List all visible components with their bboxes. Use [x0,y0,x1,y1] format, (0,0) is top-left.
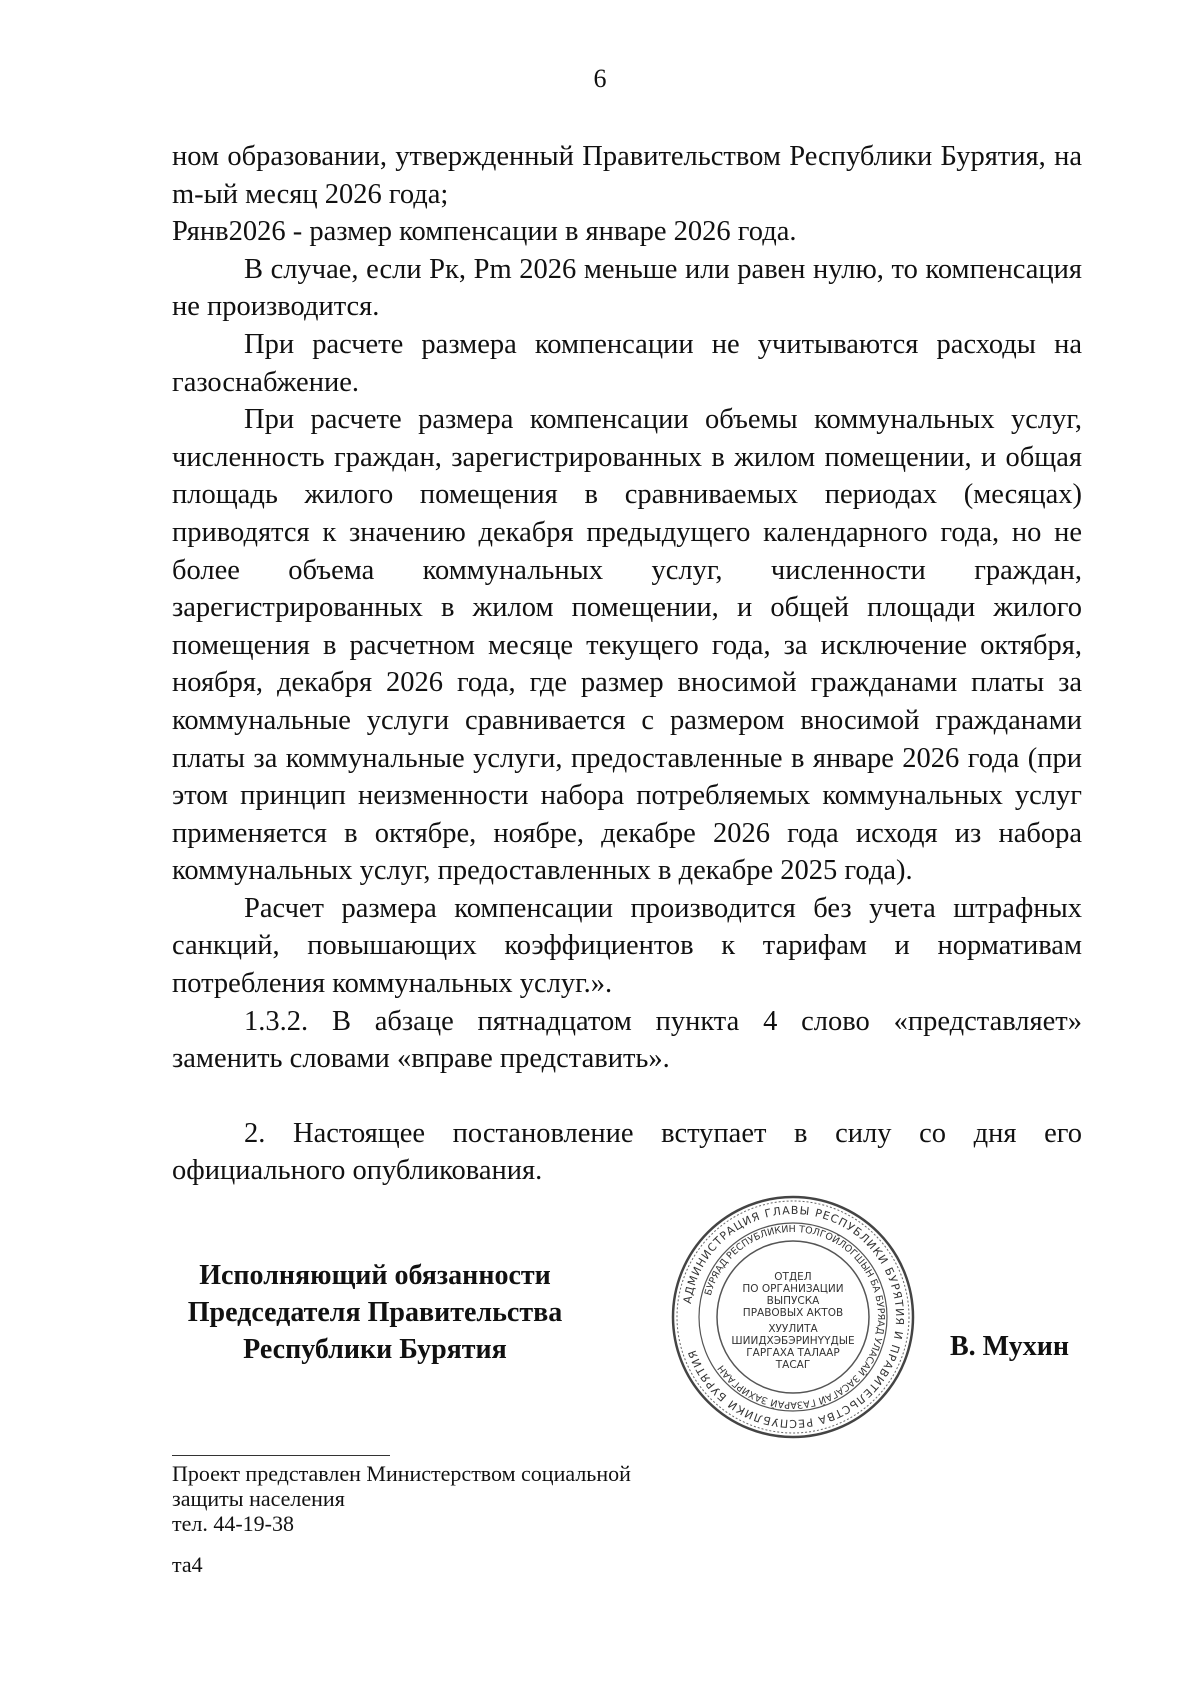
seal-outer-text: АДМИНИСТРАЦИЯ ГЛАВЫ РЕСПУБЛИКИ БУРЯТИЯ И ПРАВИТЕЛЬСТВА РЕСПУБЛИКИ БУРЯТИЯ [680,1203,907,1431]
seal-center-line: ШИИДХЭБЭРИНҮҮДЫЕ [731,1335,855,1347]
paragraph: ном образовании, утвержденный Правительством Республики Бурятия, на m-ый месяц 2026 года; [172,141,1082,210]
footnote-line: защиты населения [172,1486,345,1511]
seal-center-line: ТАСАГ [775,1359,811,1371]
seal-center-line: ХУУЛИТА [768,1323,818,1335]
seal-center-line: ПРАВОВЫХ АКТОВ [742,1307,844,1319]
paragraph: Расчет размера компенсации производится без учета штрафных санкций, повышающих коэффициентов к тарифам и нормативам потребления коммунальных услуг.». [172,892,1082,1000]
paragraph: 1.3.2. В абзаце пятнадцатом пункта 4 слово «представляет» заменить словами «вправе представить». [172,1005,1082,1075]
signatory-title-line: Республики Бурятия [243,1334,507,1365]
official-seal [668,1192,918,1442]
signatory-title-line: Председателя Правительства [187,1297,563,1328]
footnote-line: Проект представлен Министерством социальной [172,1461,631,1486]
signatory-name: В. Мухин [950,1331,1069,1362]
paragraph: В случае, если Рк, Рm 2026 меньше или равен нулю, то компенсация не производится. [172,253,1082,323]
paragraph: При расчете размера компенсации не учитываются расходы на газоснабжение. [172,328,1082,398]
signatory-title-line: Исполняющий обязанности [199,1260,551,1291]
paragraph: Рянв2026 - размер компенсации в январе 2026 года. [172,216,797,248]
seal-center-line: ПО ОРГАНИЗАЦИИ [742,1283,844,1295]
seal-inner-text: БУРЯАД РЕСПУБЛИКИН ТОЛГОЙЛОГШЫН БА БУРЯАД УЛАСАЙ ЗАСАГАЙ ГАЗАРАЙ ЗАХИРГААН [702,1223,887,1411]
signatory-title [150,1257,600,1368]
seal-center-line: ОТДЕЛ [774,1271,812,1283]
document-body [172,138,1082,1190]
footnote [172,1461,631,1536]
paragraph: 2. Настоящее постановление вступает в силу со дня его официального опубликования. [172,1117,1082,1187]
paragraph: При расчете размера компенсации объемы коммунальных услуг, численность граждан, зарегистрированных в жилом помещении, и общая площадь жилого помещения в сравниваемых периодах (месяцах) приводятся к значению декабря предыдущего календарного года, но не более объема коммунальных услуг, численности граждан, зарегистрированных в жилом помещении, и общей площади жилого помещения в расчетном месяце текущего года, за исключение октября, ноября, декабря 2026 года, где размер вносимой гражданами платы за коммунальные услуги сравнивается с размером вносимой гражданами платы за коммунальные услуги, предоставленные в январе 2026 года (при этом принцип неизменности набора потребляемых коммунальных услуг применяется в октябре, ноябре, декабре 2026 года исходя из набора коммунальных услуг, предоставленных в декабре 2025 года). [172,404,1082,887]
footnote-line: тел. 44-19-38 [172,1511,295,1536]
footnote-divider [172,1455,390,1456]
seal-center-line: ВЫПУСКА [766,1295,820,1307]
page-number: 6 [593,64,607,93]
seal-center-line: ГАРГАХА ТАЛААР [746,1347,840,1359]
document-tag: та4 [172,1552,203,1577]
